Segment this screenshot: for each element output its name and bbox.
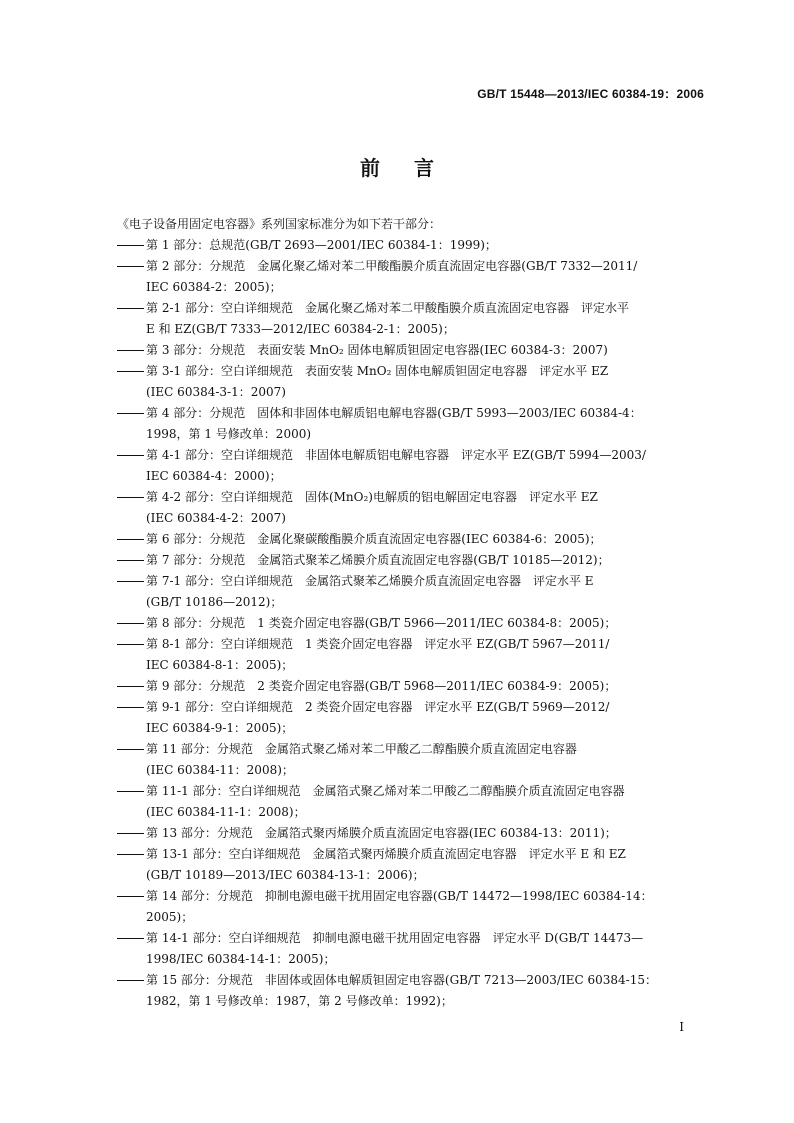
list-item: [117, 550, 707, 571]
list-item-text: 第 13 部分：分规范 金属箔式聚丙烯膜介质直流固定电容器(IEC 60384-13：2011)；: [146, 826, 617, 840]
list-item: [117, 340, 707, 361]
list-item-text: IEC 60384-4：2000)；: [146, 469, 282, 483]
list-item-text: IEC 60384-2：2005)；: [146, 280, 282, 294]
em-dash-marker: [117, 739, 146, 760]
list-item: [117, 319, 707, 340]
list-item-text: 第 9-1 部分：空白详细规范 2 类瓷介固定电容器 评定水平 EZ(GB/T 5969—2012/: [146, 700, 610, 714]
list-item-text: 第 3 部分：分规范 表面安装 MnO₂ 固体电解质钽固定电容器(IEC 60384-3：2007): [146, 343, 608, 357]
list-item-text: 1998，第 1 号修改单：2000): [146, 427, 312, 441]
list-item-text: 第 2-1 部分：空白详细规范 金属化聚乙烯对苯二甲酸酯膜介质直流固定电容器 评定水平: [146, 301, 629, 315]
list-item-text: 1982，第 1 号修改单：1987，第 2 号修改单：1992)；: [146, 994, 453, 1008]
list-item: [117, 697, 707, 718]
list-item-text: 2005)；: [146, 910, 194, 924]
em-dash-marker: [117, 361, 146, 382]
em-dash-marker: [117, 886, 146, 907]
list-item: [117, 739, 707, 760]
em-dash-marker: [117, 403, 146, 424]
list-item-text: 第 7 部分：分规范 金属箔式聚苯乙烯膜介质直流固定电容器(GB/T 10185—2012)；: [146, 553, 610, 567]
list-item: [117, 277, 707, 298]
list-item: [117, 361, 707, 382]
list-item-text: (IEC 60384-4-2：2007): [146, 511, 286, 525]
em-dash-marker: [117, 676, 146, 697]
list-item-text: 第 9 部分：分规范 2 类瓷介固定电容器(GB/T 5968—2011/IEC 60384-9：2005)；: [146, 679, 617, 693]
list-item-text: 第 11 部分：分规范 金属箔式聚乙烯对苯二甲酸乙二醇酯膜介质直流固定电容器: [146, 742, 577, 756]
em-dash-marker: [117, 571, 146, 592]
list-item: [117, 403, 707, 424]
em-dash-marker: [117, 823, 146, 844]
list-item: [117, 613, 707, 634]
list-item-text: (GB/T 10186—2012)；: [146, 595, 283, 609]
em-dash-marker: [117, 781, 146, 802]
em-dash-marker: [117, 298, 146, 319]
em-dash-marker: [117, 844, 146, 865]
list-item: [117, 865, 707, 886]
em-dash-marker: [117, 529, 146, 550]
list-item: [117, 802, 707, 823]
list-item: [117, 529, 707, 550]
em-dash-marker: [117, 487, 146, 508]
list-item: [117, 424, 707, 445]
list-item-text: IEC 60384-8-1：2005)；: [146, 658, 294, 672]
list-item-text: 第 15 部分：分规范 非固体或固体电解质钽固定电容器(GB/T 7213—2003/IEC 60384-15：: [146, 973, 657, 987]
list-item: [117, 571, 707, 592]
list-item: [117, 970, 707, 991]
list-item: [117, 676, 707, 697]
list-item-text: E 和 EZ(GB/T 7333—2012/IEC 60384-2-1：2005)；: [146, 322, 455, 336]
list-item: [117, 592, 707, 613]
em-dash-marker: [117, 550, 146, 571]
list-item: [117, 508, 707, 529]
list-item-text: 第 3-1 部分：空白详细规范 表面安装 MnO₂ 固体电解质钽固定电容器 评定水平 EZ: [146, 364, 609, 378]
list-item: [117, 487, 707, 508]
list-item-text: (IEC 60384-3-1：2007): [146, 385, 286, 399]
list-item-text: 第 11-1 部分：空白详细规范 金属箔式聚乙烯对苯二甲酸乙二醇酯膜介质直流固定电容器: [146, 784, 625, 798]
list-item: [117, 991, 707, 1012]
list-item: [117, 718, 707, 739]
list-item: [117, 655, 707, 676]
list-item-text: 第 1 部分：总规范(GB/T 2693—2001/IEC 60384-1：1999)；: [146, 238, 497, 252]
list-item-text: 第 14 部分：分规范 抑制电源电磁干扰用固定电容器(GB/T 14472—1998/IEC 60384-14：: [146, 889, 653, 903]
list-item-text: 第 4-2 部分：空白详细规范 固体(MnO₂)电解质的铝电解固定电容器 评定水平 EZ: [146, 490, 598, 504]
em-dash-marker: [117, 613, 146, 634]
list-item: [117, 760, 707, 781]
list-item-text: IEC 60384-9-1：2005)；: [146, 721, 294, 735]
list-item-text: 第 6 部分：分规范 金属化聚碳酸酯膜介质直流固定电容器(IEC 60384-6：2005)；: [146, 532, 602, 546]
list-item: [117, 781, 707, 802]
em-dash-marker: [117, 445, 146, 466]
list-item: [117, 256, 707, 277]
page-number: I: [679, 1020, 684, 1034]
em-dash-marker: [117, 928, 146, 949]
list-item: [117, 886, 707, 907]
list-item: [117, 823, 707, 844]
list-item-text: 第 2 部分：分规范 金属化聚乙烯对苯二甲酸酯膜介质直流固定电容器(GB/T 7332—2011/: [146, 259, 638, 273]
em-dash-marker: [117, 340, 146, 361]
list-item-text: 第 8-1 部分：空白详细规范 1 类瓷介固定电容器 评定水平 EZ(GB/T 5967—2011/: [146, 637, 610, 651]
list-item: [117, 907, 707, 928]
list-item-text: 第 4 部分：分规范 固体和非固体电解质铝电解电容器(GB/T 5993—2003/IEC 60384-4：: [146, 406, 642, 420]
list-item-text: (IEC 60384-11：2008)；: [146, 763, 294, 777]
list-item-text: 1998/IEC 60384-14-1：2005)；: [146, 952, 336, 966]
list-item: [117, 949, 707, 970]
list-item-text: 第 4-1 部分：空白详细规范 非固体电解质铝电解电容器 评定水平 EZ(GB/T 5994—2003/: [146, 448, 646, 462]
list-item-text: 第 8 部分：分规范 1 类瓷介固定电容器(GB/T 5966—2011/IEC 60384-8：2005)；: [146, 616, 617, 630]
list-item-text: 第 7-1 部分：空白详细规范 金属箔式聚苯乙烯膜介质直流固定电容器 评定水平 E: [146, 574, 594, 588]
em-dash-marker: [117, 235, 146, 256]
list-item: [117, 634, 707, 655]
intro-text: 《电子设备用固定电容器》系列国家标准分为如下若干部分：: [117, 217, 442, 231]
page-title: 前言: [360, 156, 468, 180]
document-body: [117, 214, 707, 1012]
list-item: [117, 235, 707, 256]
list-item: [117, 382, 707, 403]
em-dash-marker: [117, 970, 146, 991]
em-dash-marker: [117, 697, 146, 718]
standard-code: GB/T 15448—2013/IEC 60384-19：2006: [477, 87, 704, 101]
list-item: [117, 445, 707, 466]
list-item-text: (GB/T 10189—2013/IEC 60384-13-1：2006)；: [146, 868, 425, 882]
list-item-text: 第 14-1 部分：空白详细规范 抑制电源电磁干扰用固定电容器 评定水平 D(GB/T 14473—: [146, 931, 644, 945]
list-item-text: 第 13-1 部分：空白详细规范 金属箔式聚丙烯膜介质直流固定电容器 评定水平 E 和 EZ: [146, 847, 626, 861]
list-item: [117, 298, 707, 319]
list-item-text: (IEC 60384-11-1：2008)；: [146, 805, 306, 819]
list-item: [117, 844, 707, 865]
list-item: [117, 466, 707, 487]
em-dash-marker: [117, 256, 146, 277]
list-item: [117, 928, 707, 949]
em-dash-marker: [117, 634, 146, 655]
